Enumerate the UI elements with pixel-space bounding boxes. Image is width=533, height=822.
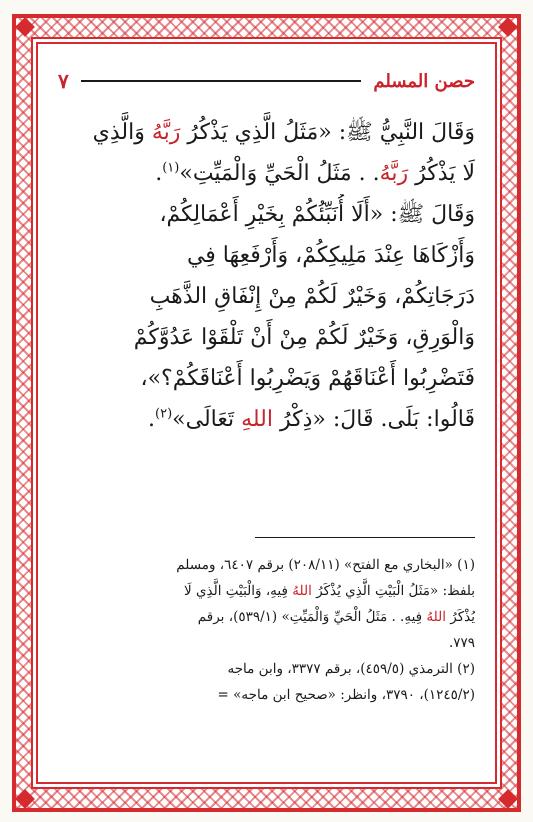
corner-ornament-icon [15, 789, 35, 809]
footnote-line [58, 578, 475, 604]
text-segment: . [155, 161, 163, 186]
text-segment: فِيهِ. . مَثَلُ الْحَيِّ وَالْمَيِّتِ» (٥٣٩/١)، برقم [197, 609, 427, 625]
highlighted-word: رَبَّهُ [151, 120, 181, 145]
text-segment: . [148, 407, 155, 432]
text-segment: . . مَثَلُ الْحَيِّ وَالْمَيِّتِ» [179, 161, 380, 186]
text-line: فَتَضْرِبُوا أَعْنَاقَهُمْ وَيَضْرِبُوا أَعْنَاقَكُمْ؟»، [140, 366, 475, 391]
highlighted-word: اللهُ [426, 609, 446, 625]
highlighted-word: اللهِ [241, 407, 273, 432]
text-line [58, 153, 475, 194]
highlighted-word: رَبَّهُ [379, 161, 409, 186]
text-segment: وَقَالَ النَّبِيُّ ﷺ: «مَثَلُ الَّذِي يَذْكُرُ [180, 120, 475, 145]
page-number: ٧ [58, 69, 69, 93]
page-header [58, 64, 475, 98]
text-segment: قَالُوا: بَلَى. قَالَ: «ذِكْرُ [272, 407, 475, 432]
header-rule [81, 80, 362, 82]
footnote-line: ٧٧٩. [448, 635, 475, 651]
footnotes [58, 552, 475, 708]
footnote-reference[interactable]: (١) [162, 160, 180, 176]
text-line [58, 399, 475, 440]
footnote-line: (١) «البخاري مع الفتح» (٢٠٨/١١) برقم ٦٤٠٧، ومسلم [176, 557, 475, 573]
text-line [58, 112, 475, 153]
text-segment: لَا يَذْكُرُ [408, 161, 475, 186]
footnote-line [58, 604, 475, 630]
text-line: وَالْوَرِقِ، وَخَيْرٌ لَكُمْ مِنْ أَنْ تَلْقَوْا عَدُوَّكُمْ [133, 325, 475, 350]
book-title: حصن المسلم [373, 70, 475, 92]
corner-ornament-icon [498, 789, 518, 809]
text-segment: تَعَالَى» [172, 407, 242, 432]
text-line: دَرَجَاتِكُمْ، وَخَيْرٌ لَكُمْ مِنْ إِنْفَاقِ الذَّهَبِ [149, 284, 475, 309]
text-segment: بلفظ: «مَثَلُ الْبَيْتِ الَّذِي يُذْكَرُ [311, 583, 475, 599]
footnote-reference[interactable]: (٢) [155, 406, 173, 422]
footnote-line: (٢) الترمذي (٤٥٩/٥)، برقم ٣٣٧٧، وابن ماجه [227, 661, 475, 677]
corner-ornament-icon [498, 17, 518, 37]
footnote-line: (١٢٤٥/٢)، ٣٧٩٠، وانظر: «صحيح ابن ماجه» = [217, 687, 475, 703]
text-line: وَأَزْكَاهَا عِنْدَ مَلِيكِكُمْ، وَأَرْفَعِهَا فِي [186, 243, 475, 268]
text-segment: وَالَّذِي [92, 120, 152, 145]
hadith-text [58, 112, 475, 440]
text-line: وَقَالَ ﷺ: «أَلَا أُنَبِّئُكُمْ بِخَيْرِ أَعْمَالِكُمْ، [159, 202, 475, 227]
text-segment: فِيهِ، وَالْبَيْتِ الَّذِي لَا [183, 583, 293, 599]
corner-ornament-icon [15, 17, 35, 37]
text-segment: يُذْكَرُ [445, 609, 475, 625]
footnote-divider [255, 537, 475, 538]
highlighted-word: اللهُ [292, 583, 312, 599]
